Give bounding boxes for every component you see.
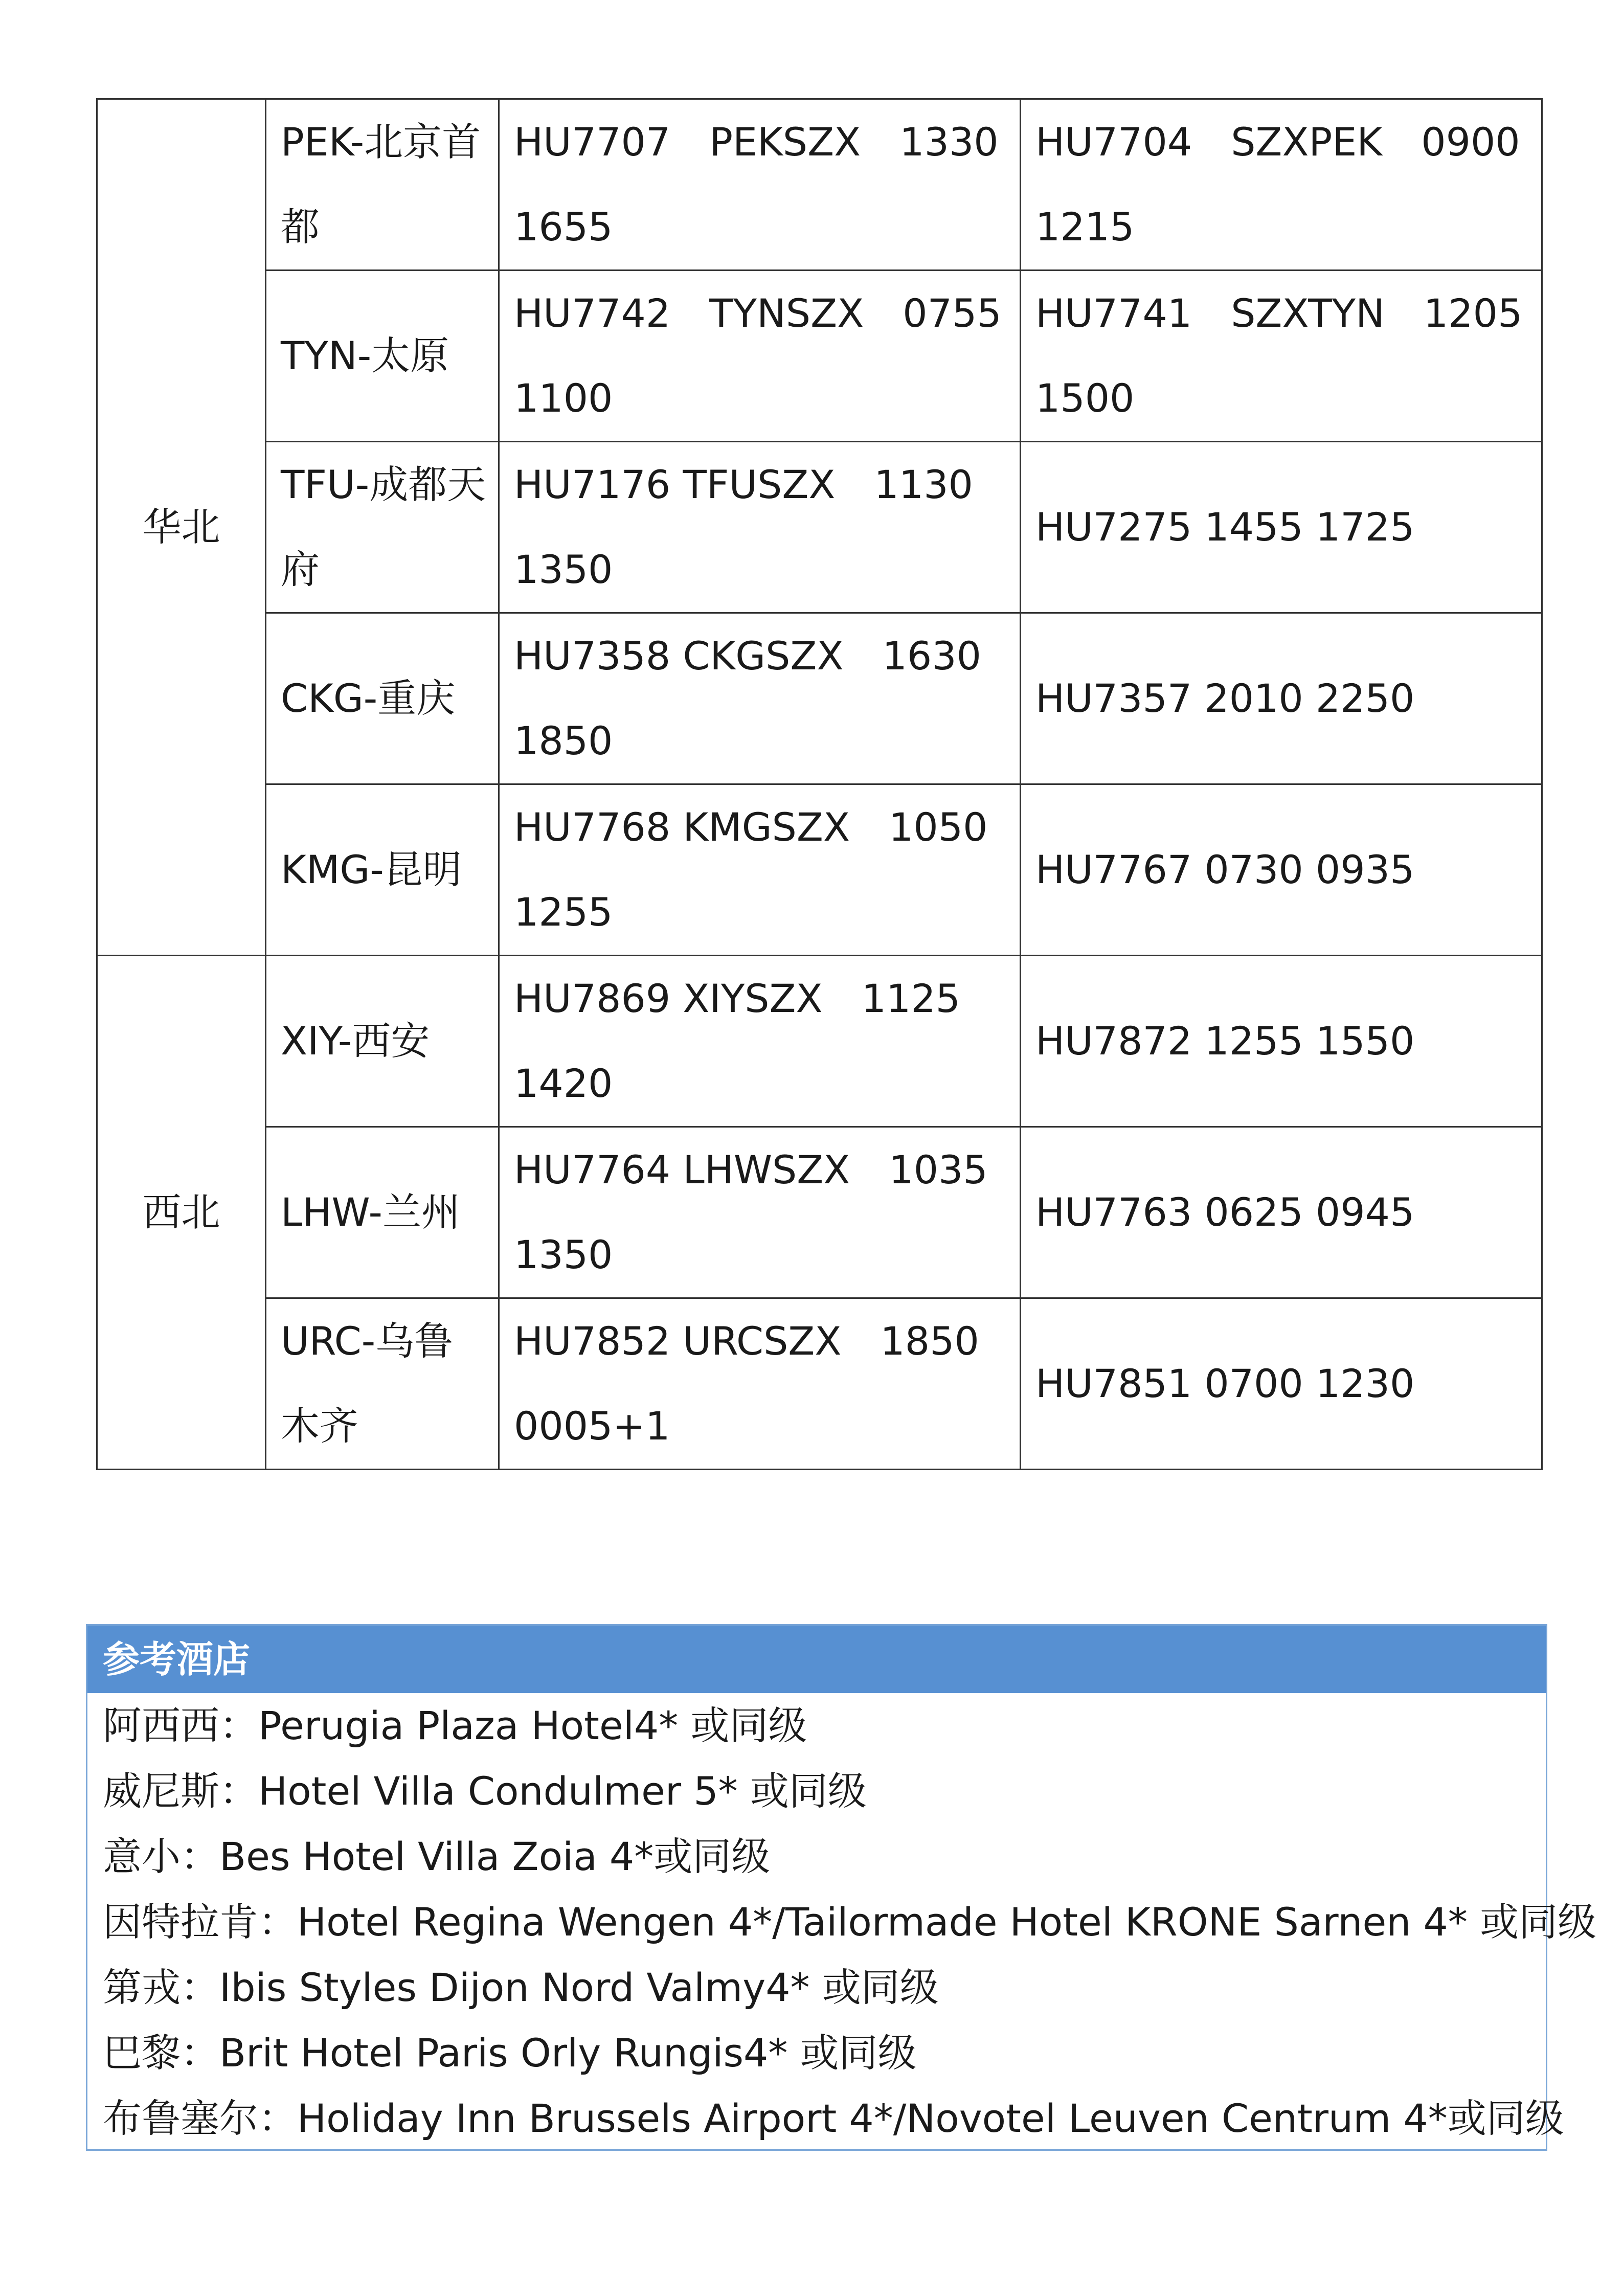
inbound-flight-cell: HU7704 SZXPEK 0900 1215 xyxy=(1021,99,1542,271)
hotel-item: 第戎：Ibis Styles Dijon Nord Valmy4* 或同级 xyxy=(103,1965,939,2010)
outbound-flight-cell: HU7764 LHWSZX 1035 1350 xyxy=(499,1127,1021,1298)
hotel-item: 巴黎：Brit Hotel Paris Orly Rungis4* 或同级 xyxy=(103,2030,917,2076)
hotel-item: 威尼斯：Hotel Villa Condulmer 5* 或同级 xyxy=(103,1768,867,1814)
inbound-flight-cell: HU7357 2010 2250 xyxy=(1021,613,1542,784)
airport-cell: CKG-重庆 xyxy=(266,613,499,784)
inbound-flight-cell: HU7851 0700 1230 xyxy=(1021,1298,1542,1470)
airport-cell: URC-乌鲁木齐 xyxy=(266,1298,499,1470)
table-row xyxy=(97,99,1542,271)
inbound-flight-cell: HU7741 SZXTYN 1205 1500 xyxy=(1021,271,1542,442)
airport-cell: LHW-兰州 xyxy=(266,1127,499,1298)
flight-table-body xyxy=(97,99,1542,1470)
reference-hotels-panel xyxy=(86,1624,1597,2151)
hotel-item: 意小：Bes Hotel Villa Zoia 4*或同级 xyxy=(103,1834,771,1879)
airport-cell: TFU-成都天府 xyxy=(266,442,499,613)
table-row xyxy=(97,956,1542,1127)
outbound-flight-cell: HU7707 PEKSZX 1330 1655 xyxy=(499,99,1021,271)
flight-table xyxy=(96,98,1543,1470)
airport-cell: TYN-太原 xyxy=(266,271,499,442)
inbound-flight-cell: HU7872 1255 1550 xyxy=(1021,956,1542,1127)
outbound-flight-cell: HU7742 TYNSZX 0755 1100 xyxy=(499,271,1021,442)
inbound-flight-cell: HU7767 0730 0935 xyxy=(1021,784,1542,956)
airport-cell: KMG-昆明 xyxy=(266,784,499,956)
hotel-list xyxy=(87,1693,1597,2151)
hotel-item: 因特拉肯：Hotel Regina Wengen 4*/Tailormade Hotel KRONE Sarnen 4* 或同级 xyxy=(103,1899,1597,1945)
region-cell: 华北 xyxy=(97,99,266,956)
hotel-item: 阿西西：Perugia Plaza Hotel4* 或同级 xyxy=(103,1703,807,1748)
outbound-flight-cell: HU7852 URCSZX 1850 0005+1 xyxy=(499,1298,1021,1470)
reference-hotels-title: 参考酒店 xyxy=(87,1626,1546,1693)
airport-cell: PEK-北京首都 xyxy=(266,99,499,271)
table-row xyxy=(97,1127,1542,1298)
table-row xyxy=(97,1298,1542,1470)
table-row xyxy=(97,271,1542,442)
region-cell: 西北 xyxy=(97,956,266,1470)
outbound-flight-cell: HU7358 CKGSZX 1630 1850 xyxy=(499,613,1021,784)
table-row xyxy=(97,784,1542,956)
airport-cell: XIY-西安 xyxy=(266,956,499,1127)
hotel-item: 布鲁塞尔：Holiday Inn Brussels Airport 4*/Novotel Leuven Centrum 4*或同级 xyxy=(103,2096,1564,2141)
table-row xyxy=(97,613,1542,784)
outbound-flight-cell: HU7869 XIYSZX 1125 1420 xyxy=(499,956,1021,1127)
outbound-flight-cell: HU7768 KMGSZX 1050 1255 xyxy=(499,784,1021,956)
outbound-flight-cell: HU7176 TFUSZX 1130 1350 xyxy=(499,442,1021,613)
inbound-flight-cell: HU7275 1455 1725 xyxy=(1021,442,1542,613)
inbound-flight-cell: HU7763 0625 0945 xyxy=(1021,1127,1542,1298)
table-row xyxy=(97,442,1542,613)
